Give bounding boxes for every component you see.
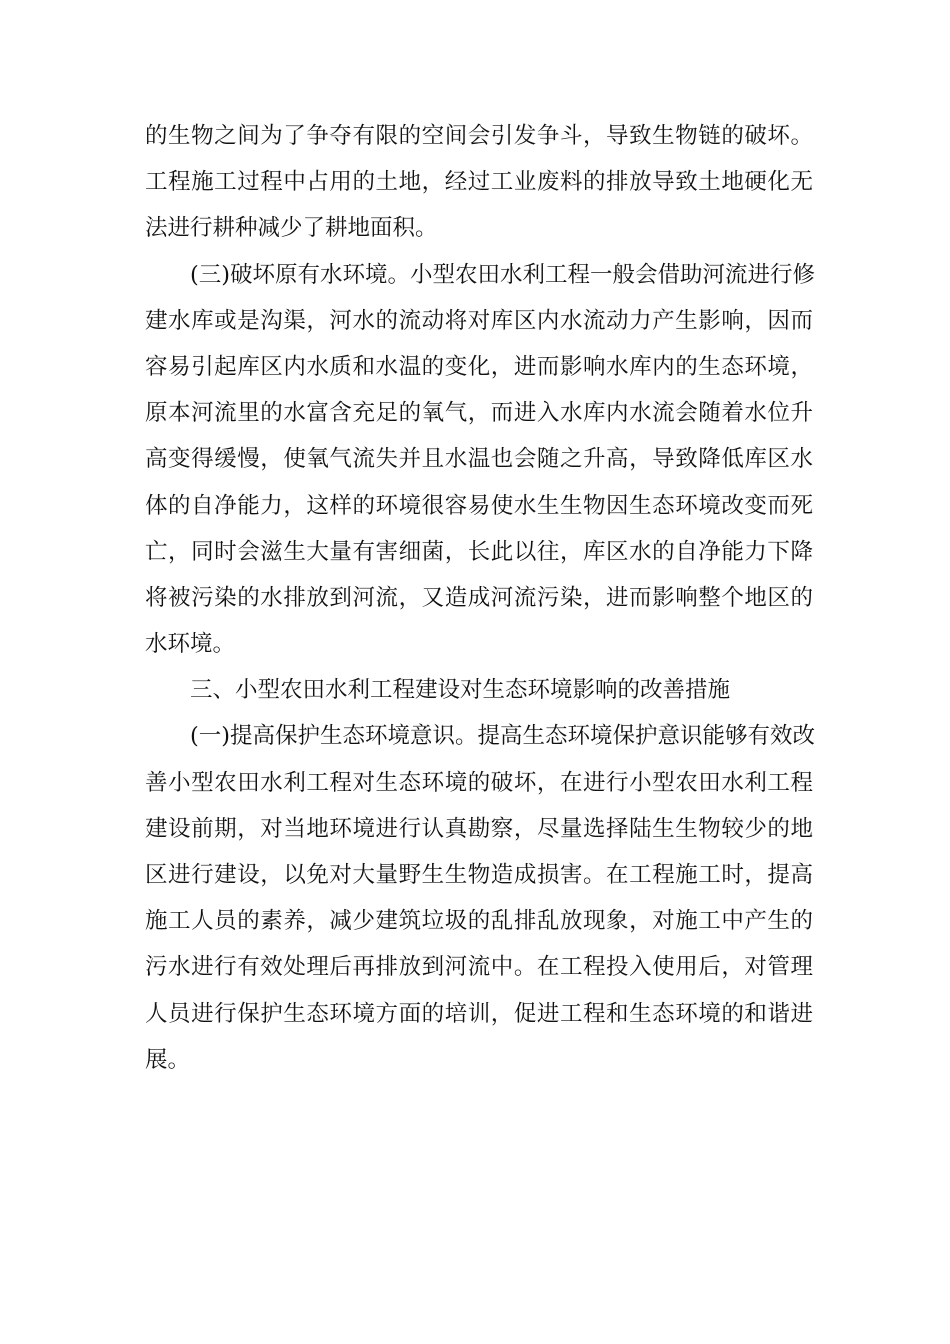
text-line: 施工人员的素养，减少建筑垃圾的乱排乱放现象，对施工中产生的 xyxy=(145,908,813,935)
text-line: 区进行建设，以免对大量野生生物造成损害。在工程施工时，提高 xyxy=(145,862,813,888)
text-line: 善小型农田水利工程对生态环境的破坏，在进行小型农田水利工程 xyxy=(145,769,813,796)
text-line: 人员进行保护生态环境方面的培训，促进工程和生态环境的和谐进 xyxy=(145,1000,813,1027)
paragraph-first-line: (一)提高保护生态环境意识。提高生态环境保护意识能够有效改 xyxy=(190,723,816,750)
text-line: 容易引起库区内水质和水温的变化，进而影响水库内的生态环境， xyxy=(145,353,813,380)
text-line: 体的自净能力，这样的环境很容易使水生生物因生态环境改变而死 xyxy=(145,492,813,519)
text-line: 建设前期，对当地环境进行认真勘察，尽量选择陆生生物较少的地 xyxy=(145,815,813,842)
text-line: 水环境。 xyxy=(145,631,236,658)
body-text xyxy=(145,113,816,1083)
text-line: 污水进行有效处理后再排放到河流中。在工程投入使用后，对管理 xyxy=(145,954,813,981)
text-line: 展。 xyxy=(145,1046,191,1073)
paragraph-first-line: 三、小型农田水利工程建设对生态环境影响的改善措施 xyxy=(190,677,731,704)
text-line: 原本河流里的水富含充足的氧气，而进入水库内水流会随着水位升 xyxy=(145,400,813,427)
text-line: 工程施工过程中占用的土地，经过工业废料的排放导致土地硬化无 xyxy=(145,169,813,196)
text-line: 的生物之间为了争夺有限的空间会引发争斗，导致生物链的破坏。 xyxy=(145,123,813,149)
paragraph-first-line: (三)破坏原有水环境。小型农田水利工程一般会借助河流进行修 xyxy=(190,261,816,288)
text-line: 建水库或是沟渠，河水的流动将对库区内水流动力产生影响，因而 xyxy=(145,307,813,334)
text-line: 将被污染的水排放到河流，又造成河流污染，进而影响整个地区的 xyxy=(145,584,813,611)
text-line: 高变得缓慢，使氧气流失并且水温也会随之升高，导致降低库区水 xyxy=(145,446,813,473)
text-line: 亡，同时会滋生大量有害细菌，长此以往，库区水的自净能力下降 xyxy=(145,538,813,565)
text-line: 法进行耕种减少了耕地面积。 xyxy=(145,215,438,242)
